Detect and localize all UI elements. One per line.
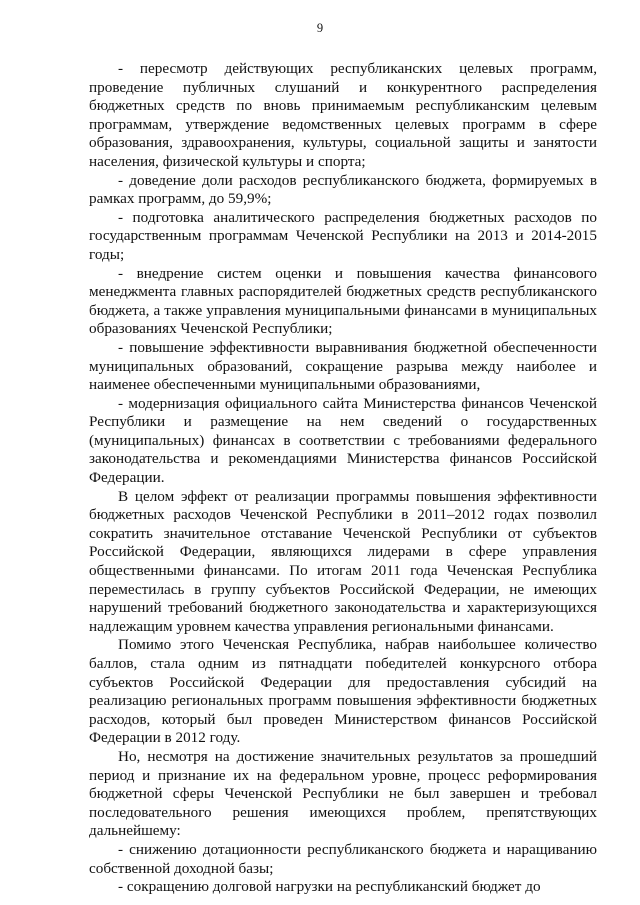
page-number: 9 xyxy=(316,21,324,35)
bullet-website-modernization: - модернизация официального сайта Министерства финансов Чеченской Республики и размещение на нем сведений о государственных (муниципальных) финансах в соответствии с требованиями федерального законодательства и рекомендациями Министерства финансов Российской Федерации. xyxy=(89,394,597,487)
bullet-debt-reduction: - сокращению долговой нагрузки на республиканский бюджет до xyxy=(118,878,541,896)
paragraph-competition: Помимо этого Чеченская Республика, набрав наибольшее количество баллов, стала одним из пятнадцати победителей конкурсного отбора субъектов Российской Федерации для предоставления субсидий на реализацию региональных программ повышения эффективности бюджетных расходов, который был проведен Министерством финансов Российской Федерации в 2012 году. xyxy=(89,636,597,747)
paragraph-reform-incomplete: Но, несмотря на достижение значительных результатов за прошедший период и признание их на федеральном уровне, процесс реформирования бюджетной сферы Чеченской Республики не был завершен и требовал последовательного решения имеющихся проблем, препятствующих дальнейшему: xyxy=(89,747,597,840)
document-body xyxy=(89,60,597,897)
bullet-financial-management: - внедрение систем оценки и повышения качества финансового менеджмента главных распорядителей бюджетных средств республиканского бюджета, а также управления муниципальными финансами в муниципальных образованиях Чеченской Республики; xyxy=(89,264,597,338)
bullet-analytic-distribution: - подготовка аналитического распределения бюджетных расходов по государственным программам Чеченской Республики на 2013 и 2014-2015 годы; xyxy=(89,208,597,263)
bullet-program-share: - доведение доли расходов республиканского бюджета, формируемых в рамках программ, до 59,9%; xyxy=(89,171,597,208)
bullet-programs-review: - пересмотр действующих республиканских целевых программ, проведение публичных слушаний и конкурентного распределения бюджетных средств по вновь принимаемым республиканским целевым программам, утверждение ведомственных целевых программ в сфере образования, здравоохранения, культуры, социальной защиты и занятости населения, физической культуры и спорта; xyxy=(89,60,597,170)
bullet-budget-equalization: - повышение эффективности выравнивания бюджетной обеспеченности муниципальных образований, сокращение разрыва между наиболее и наименее обеспеченными муниципальными образованиями, xyxy=(89,338,597,394)
bullet-subsidy-reduction: - снижению дотационности республиканского бюджета и наращиванию собственной доходной базы; xyxy=(89,840,597,877)
paragraph-overall-effect: В целом эффект от реализации программы повышения эффективности бюджетных расходов Чеченской Республики в 2011–2012 годах позволил сократить значительное отставание Чеченской Республики от субъектов Российской Федерации, являющихся лидерами в сфере управления общественными финансами. По итогам 2011 года Чеченская Республика переместилась в группу субъектов Российской Федерации, не имеющих нарушений требований бюджетного законодательства и характеризующихся надлежащим уровнем качества управления региональными финансами. xyxy=(89,487,597,635)
